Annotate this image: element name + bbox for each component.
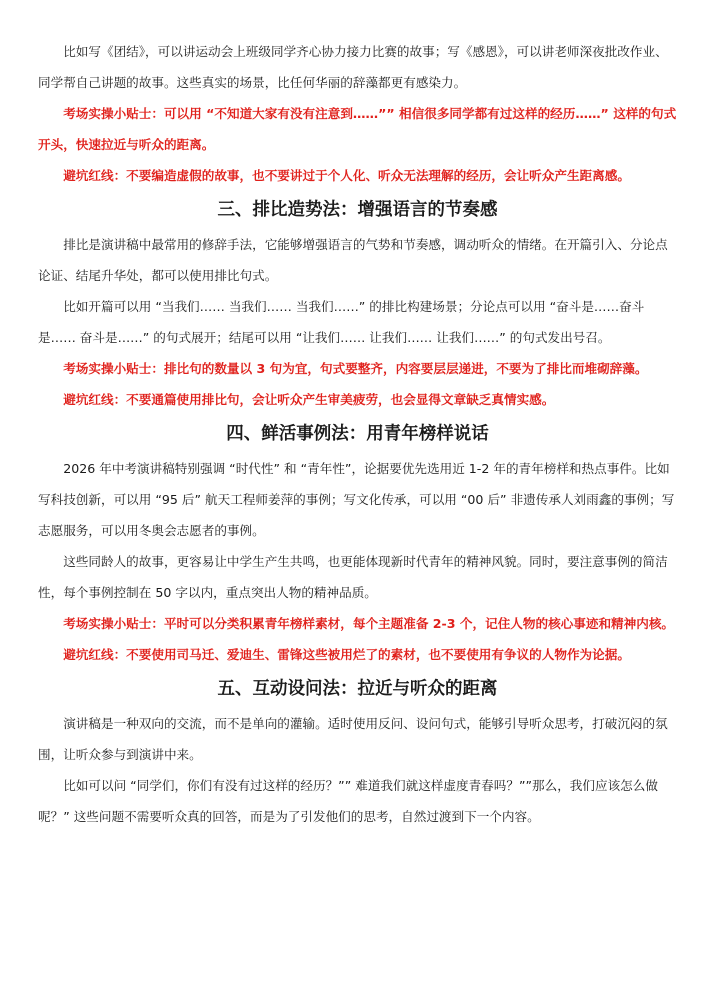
paragraph: 2026 年中考演讲稿特别强调 “时代性” 和 “青年性”，论据要优先选用近 1-2 年的青年榜样和热点事件。比如写科技创新，可以用 “95 后” 航天工程师姜萍的事例；写文化传承，可以用 “00 后” 非遗传承人刘雨鑫的事例；写志愿服务，可以用冬奥会志愿者的事例。 [38, 461, 675, 538]
pitfall-warning: 避坑红线：不要编造虚假的故事，也不要讲过于个人化、听众无法理解的经历，会让听众产生距离感。 [63, 168, 630, 183]
section-heading: 四、鲜活事例法：用青年榜样说话 [226, 424, 489, 444]
exam-tip: 考场实操小贴士：平时可以分类积累青年榜样素材，每个主题准备 2-3 个，记住人物的核心事迹和精神内核。 [63, 616, 675, 631]
exam-tip: 考场实操小贴士：排比句的数量以 3 句为宜，句式要整齐，内容要层层递进，不要为了排比而堆砌辞藻。 [63, 361, 648, 376]
paragraph: 比如可以问 “同学们，你们有没有过这样的经历？”” 难道我们就这样虚度青春吗？””那么，我们应该怎么做呢？” 这些问题不需要听众真的回答，而是为了引发他们的思考，自然过渡到下一个内容。 [38, 778, 658, 824]
pitfall-warning: 避坑红线：不要使用司马迁、爱迪生、雷锋这些被用烂了的素材，也不要使用有争议的人物作为论据。 [63, 647, 630, 662]
pitfall-warning: 避坑红线：不要通篇使用排比句，会让听众产生审美疲劳，也会显得文章缺乏真情实感。 [63, 392, 555, 407]
paragraph: 这些同龄人的故事，更容易让中学生产生共鸣，也更能体现新时代青年的精神风貌。同时，要注意事例的简洁性，每个事例控制在 50 字以内，重点突出人物的精神品质。 [38, 554, 668, 600]
paragraph: 比如开篇可以用 “当我们…… 当我们…… 当我们……” 的排比构建场景；分论点可以用 “奋斗是……奋斗是…… 奋斗是……” 的句式展开；结尾可以用 “让我们…… 让我们…… 让我们……” 的句式发出号召。 [38, 299, 645, 345]
paragraph: 排比是演讲稿中最常用的修辞手法，它能够增强语言的气势和节奏感，调动听众的情绪。在开篇引入、分论点论证、结尾升华处，都可以使用排比句式。 [38, 237, 668, 283]
paragraph: 演讲稿是一种双向的交流，而不是单向的灌输。适时使用反问、设问句式，能够引导听众思考，打破沉闷的氛围，让听众参与到演讲中来。 [38, 716, 668, 762]
exam-tip: 考场实操小贴士：可以用 “不知道大家有没有注意到……”” 相信很多同学都有过这样的经历……” 这样的句式开头，快速拉近与听众的距离。 [38, 106, 677, 152]
section-heading: 五、互动设问法：拉近与听众的距离 [217, 679, 498, 699]
paragraph: 比如写《团结》，可以讲运动会上班级同学齐心协力接力比赛的故事；写《感恩》，可以讲老师深夜批改作业、同学帮自己讲题的故事。这些真实的场景，比任何华丽的辞藻都更有感染力。 [38, 44, 668, 90]
section-heading: 三、排比造势法：增强语言的节奏感 [217, 200, 498, 220]
